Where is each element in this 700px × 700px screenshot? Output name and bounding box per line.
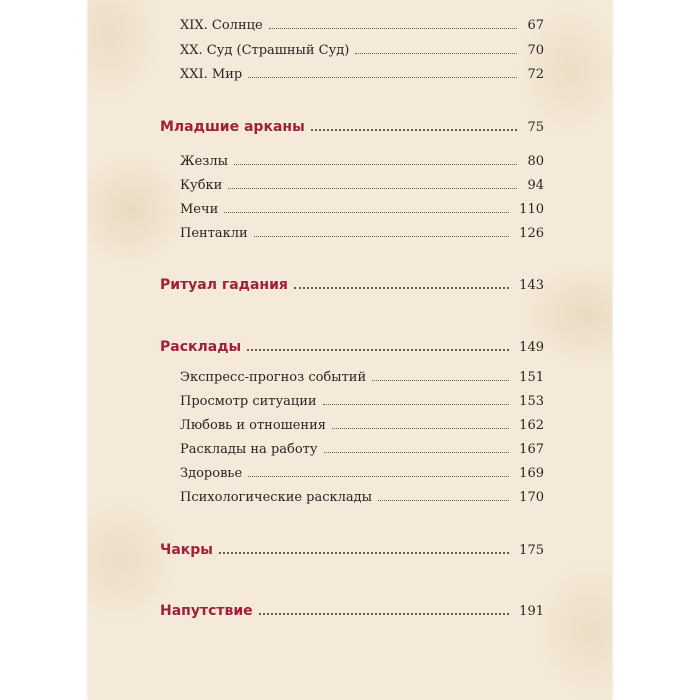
toc-entry-sun: [180, 18, 544, 33]
toc-entry-title: Экспресс-прогноз событий: [180, 370, 367, 385]
toc-heading-title: Чакры: [160, 542, 213, 558]
toc-entry-page: 162: [519, 418, 544, 433]
toc-entry-page: 167: [519, 442, 544, 457]
dot-leader: [259, 613, 510, 615]
toc-entry-title: Любовь и отношения: [180, 418, 326, 433]
toc-heading-parting-words: [160, 603, 544, 619]
toc-entry-love: [180, 418, 544, 433]
toc-entry-page: 170: [519, 490, 544, 505]
dot-leader: [378, 500, 509, 501]
toc-entry-cups: [180, 178, 544, 193]
toc-heading-ritual: [160, 277, 544, 293]
dot-leader: [332, 428, 509, 429]
toc-heading-title: Расклады: [160, 339, 242, 355]
toc-heading-title: Напутствие: [160, 603, 253, 619]
toc-entry-title: Психологические расклады: [180, 490, 373, 505]
toc-entry-title: Жезлы: [180, 154, 228, 169]
toc-entry-swords: [180, 202, 544, 217]
toc-entry-page: 169: [519, 466, 544, 481]
dot-leader: [355, 53, 517, 54]
toc-entry-title: XXI. Мир: [180, 67, 243, 82]
toc-heading-spreads: [160, 339, 544, 355]
toc-entry-world: [180, 67, 544, 82]
toc-heading-page: 175: [519, 543, 544, 558]
toc-entry-judgement: [180, 43, 544, 58]
dot-leader: [248, 476, 509, 477]
toc-entry-title: XX. Суд (Страшный Суд): [180, 43, 350, 58]
toc-heading-title: Младшие арканы: [160, 119, 305, 135]
toc-entry-express-forecast: [180, 370, 544, 385]
toc-entry-page: 153: [519, 394, 544, 409]
dot-leader: [372, 380, 509, 381]
dot-leader: [224, 212, 509, 213]
toc-entry-title: Кубки: [180, 178, 223, 193]
toc-entry-page: 67: [527, 18, 544, 33]
toc-heading-chakras: [160, 542, 544, 558]
toc-entry-page: 94: [527, 178, 544, 193]
dot-leader: [323, 404, 510, 405]
toc-entry-title: XIX. Солнце: [180, 18, 263, 33]
toc-entry-page: 126: [519, 226, 544, 241]
dot-leader: [254, 236, 509, 237]
toc-entry-page: 70: [527, 43, 544, 58]
dot-leader: [311, 129, 518, 131]
toc-entry-page: 151: [519, 370, 544, 385]
toc-entry-title: Расклады на работу: [180, 442, 318, 457]
toc-heading-page: 143: [519, 278, 544, 293]
toc-entry-title: Здоровье: [180, 466, 243, 481]
dot-leader: [247, 349, 509, 351]
toc-entry-psychological: [180, 490, 544, 505]
toc-heading-page: 191: [519, 604, 544, 619]
dot-leader: [248, 77, 517, 78]
dot-leader: [324, 452, 510, 453]
dot-leader: [228, 188, 517, 189]
dot-leader: [269, 28, 518, 29]
dot-leader: [219, 552, 509, 554]
toc-entry-page: 110: [519, 202, 544, 217]
toc-heading-minor-arcana: [160, 119, 544, 135]
toc-entry-pentacles: [180, 226, 544, 241]
toc-entry-situation-view: [180, 394, 544, 409]
toc-entry-title: Мечи: [180, 202, 219, 217]
toc-entry-page: 80: [527, 154, 544, 169]
toc-heading-page: 75: [527, 120, 544, 135]
toc-entry-title: Просмотр ситуации: [180, 394, 317, 409]
toc-heading-title: Ритуал гадания: [160, 277, 288, 293]
toc-entry-wands: [180, 154, 544, 169]
dot-leader: [234, 164, 517, 165]
toc-entry-title: Пентакли: [180, 226, 248, 241]
dot-leader: [294, 287, 509, 289]
toc-entry-health: [180, 466, 544, 481]
toc-entry-page: 72: [527, 67, 544, 82]
toc-heading-page: 149: [519, 340, 544, 355]
toc-entry-work: [180, 442, 544, 457]
